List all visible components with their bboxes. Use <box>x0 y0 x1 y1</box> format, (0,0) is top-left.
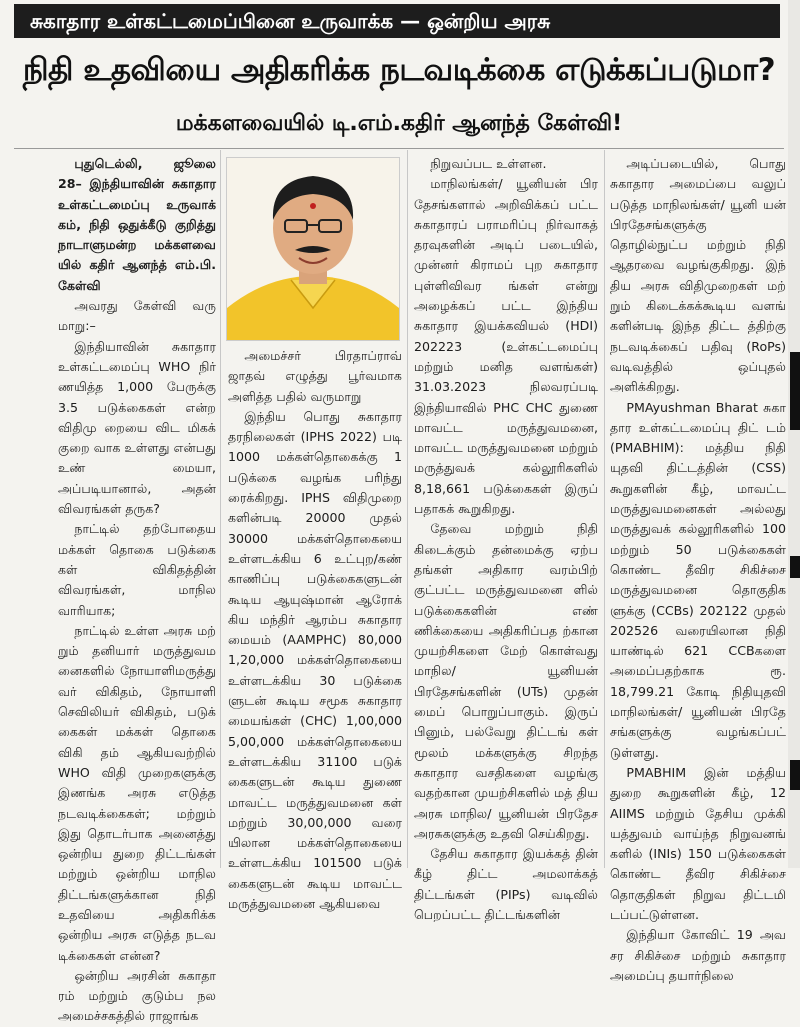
portrait-illustration <box>227 158 399 340</box>
paragraph: அடிப்படையில், பொது சுகாதார அமைப்பை வலுப் படுத்த மாநிலங்கள்/ யூனி யன் பிரதேசங்களுக்கு தொழில்நுட்ப மற்றும் நிதி ஆதரவை வழங்குகிறது. இந் திய அரசு விதிமுறைகள் மற் றும் கிடைக்கக்கூடிய வளங் களின்படி இந்த திட்ட த்திற்கு நடவடிக்கைப் பதிவு (RoPs) வடிவத்தில் ஒப்புதல் அளிக்கிறது. <box>610 156 786 395</box>
paragraph: PMABHIM இன் மத்திய துறை கூறுகளின் கீழ், 12 AIIMS மற்றும் தேசிய முக்கி யத்துவம் வாய்ந்த நிறுவனங் களில் (INIs) 150 படுக்கைகள் கொண்ட தீவிர சிகிச்சை தொகுதிகள் நிறுவ திட்டமி டப்பட்டுள்ளன. <box>610 764 786 922</box>
kicker-text: சுகாதார உள்கட்டமைப்பினை உருவாக்க — ஒன்றிய அரசு <box>30 9 551 33</box>
paragraph: அமைச்சர் பிரதாப்ராவ் ஜாதவ் எழுத்து பூர்வமாக அளித்த பதில் வருமாறு <box>228 348 402 404</box>
kicker-banner <box>14 4 780 38</box>
paragraph: நிறுவப்பட உள்ளன. <box>430 156 547 171</box>
article-column-2 <box>228 346 402 912</box>
adjacent-heading-mark <box>790 390 800 430</box>
article-column-3 <box>414 154 598 922</box>
column-divider <box>407 150 408 868</box>
paragraph: நாட்டில் உள்ள அரசு மற் றும் தனியார் மருத்துவம னைகளில் நோயாளிமருத்து வர் விகிதம், நோயாளி செவிலியர் விகிதம், படுக் கைகள் மக்கள் தொகை விகி தம் ஆகியவற்றில் WHO விதி முறைகளுக்கு இணங்க அரசு எடுத்த நடவடிக்கைகள்; மற்றும் இது தொடர்பாக அனைத்து ஒன்றிய துறை திட்டங்கள் மற்றும் ஒன்றிய மாநில திட்டங்களுக்கான நிதி உதவியை அதிகரிக்க ஒன்றிய அரசு எடுத்த நடவ டிக்கைகள் என்ன? <box>58 622 216 963</box>
paragraph: PMAyushman Bharat சுகா தார உள்கட்டமைப்பு திட் டம் (PMABHIM): மத்திய நிதி யுதவி திட்டத்தின் (CSS) கூறுகளின் கீழ், மாவட்ட மருத்துவமனைகள் அல்லது மருத்துவக் கல்லூரிகளில் 100 மற்றும் 50 படுக்கைகள் கொண்ட தீவிர சிகிச்சை மருத்துவமனை தொகுதிக ளுக்கு (CCBs) 202122 முதல் 202526 வரையிலான நிதி யாண்டில் 621 CCBகளை அமைப்பதற்காக ரூ. 18,799.21 கோடி நிதியுதவி மாநிலங்கள்/ யூனியன் பிரதே சங்களுக்கு வழங்கப்பட் டுள்ளது. <box>610 399 786 760</box>
adjacent-article-edge <box>788 0 800 868</box>
paragraph: புதுடெல்லி, ஜூலை 28– இந்தியாவின் சுகாதார உள்கட்டமைப்பு உருவாக் கம், நிதி ஒதுக்கீடு குறித்து நாடாளுமன்ற மக்களவை யில் கதிர் ஆனந்த் எம்.பி. கேள்வி <box>58 156 216 293</box>
header-rule <box>14 148 784 149</box>
subheadline: மக்களவையில் டி.எம்.கதிர் ஆனந்த் கேள்வி! <box>175 111 623 136</box>
column-divider <box>220 150 221 868</box>
paragraph: இந்தியாவின் சுகாதார உள்கட்டமைப்பு WHO நிர் ணயித்த 1,000 பேருக்கு 3.5 படுக்கைகள் என்ற விதிமு றையை விட மிகக் குறை வாக உள்ளது என்பது உண் மையா, அப்படியானால், அதன் விவரங்கள் தருக? <box>58 338 216 517</box>
paragraph: மாநிலங்கள்/ யூனியன் பிர தேசங்களால் அறிவிக்கப் பட்ட சுகாதாரப் பராமரிப்பு நிர்வாகத் தரவுகளின் அடிப் படையில், முன்னர் கிராமப் புற சுகாதார புள்ளிவிவர ங்கள் என்று அழைக்கப் பட்ட இந்திய சுகாதார இயக்கவியல் (HDI) 202223 (உள்கட்டமைப்பு மற்றும் மனித வளங்கள்) 31.03.2023 நிலவரப்படி இந்தியாவில் PHC CHC துணை மாவட்ட மருத்துவமனை, மாவட்ட மருத்துவமனை மற்றும் மருத்துவக் கல்லூரிகளில் 8,18,661 படுக்கைகள் இருப் பதாகக் கூறுகிறது. <box>414 176 598 517</box>
column-divider <box>604 150 605 868</box>
headline: நிதி உதவியை அதிகரிக்க நடவடிக்கை எடுக்கப்படுமா? <box>22 52 776 88</box>
paragraph: நாட்டில் தற்போதைய மக்கள் தொகை படுக்கை கள் விகிதத்தின் விவரங்கள், மாநில வாரியாக; <box>58 521 216 618</box>
article-column-4 <box>610 154 786 983</box>
paragraph: இந்தியா கோவிட் 19 அவ சர சிகிச்சை மற்றும் சுகாதார அமைப்பு தயார்நிலை <box>610 927 786 983</box>
portrait-photo <box>226 157 400 341</box>
article-column-1 <box>58 154 216 1024</box>
paragraph: அவரது கேள்வி வரு மாறு:– <box>58 298 216 334</box>
paragraph: இந்திய பொது சுகாதார தரநிலைகள் (IPHS 2022) படி 1000 மக்கள்தொகைக்கு 1 படுக்கை வழங்க பரிந்து ரைக்கிறது. IPHS விதிமுறை களின்படி 20000 முதல் 30000 மக்கள்தொகையை உள்ளடக்கிய 6 உட்புற/கண் காணிப்பு படுக்கைகளுடன் கூடிய ஆயுஷ்மான் ஆரோக் கிய மந்திர் ஆரம்ப சுகாதார மையம் (AAMPHC) 80,000 1,20,000 மக்கள்தொகையை உள்ளடக்கிய 30 படுக்கை ளுடன் கூடிய சமூக சுகாதார மையங்கள் (CHC) 1,00,000 5,00,000 மக்கள்தொகையை உள்ளடக்கிய 31100 படுக் கைகளுடன் கூடிய துணை மாவட்ட மருத்துவமனை கள் மற்றும் 30,00,000 வரை யிலான மக்கள்தொகையை உள்ளடக்கிய 101500 படுக் கைகளுடன் கூடிய மாவட்ட மருத்துவமனை ஆகியவை <box>228 408 402 912</box>
paragraph: தேசிய சுகாதார இயக்கத் தின் கீழ் திட்ட அமலாக்கத் திட்டங்கள் (PIPs) வடிவில் பெறப்பட்ட திட்டங்களின் <box>414 846 598 922</box>
adjacent-heading-mark <box>790 556 800 578</box>
paragraph: ஒன்றிய அரசின் சுகாதா ரம் மற்றும் குடும்ப நல அமைச்சகத்தில் ராஜாங்க <box>58 967 216 1024</box>
paragraph: தேவை மற்றும் நிதி கிடைக்கும் தன்மைக்கு ஏற்ப தங்கள் அதிகார வரம்பிற் குட்பட்ட மருத்துவமனை ளில் படுக்கைகளின் எண் ணிக்கையை அதிகரிப்பத ற்கான முயற்சிகளை மேற் கொள்வது மாநில/ யூனியன் பிரதேசங்களின் (UTs) முதன் மைப் பொறுப்பாகும். இருப் பினும், பல்வேறு திட்டங் கள் மூலம் மக்களுக்கு சிறந்த சுகாதார வசதிகளை வழங்கு வதற்கான முயற்சிகளில் மத் திய அரசு மாநில/ யூனியன் பிரதேச அரசுகளுக்கு உதவி செய்கிறது. <box>414 521 598 841</box>
adjacent-heading-mark <box>790 760 800 790</box>
